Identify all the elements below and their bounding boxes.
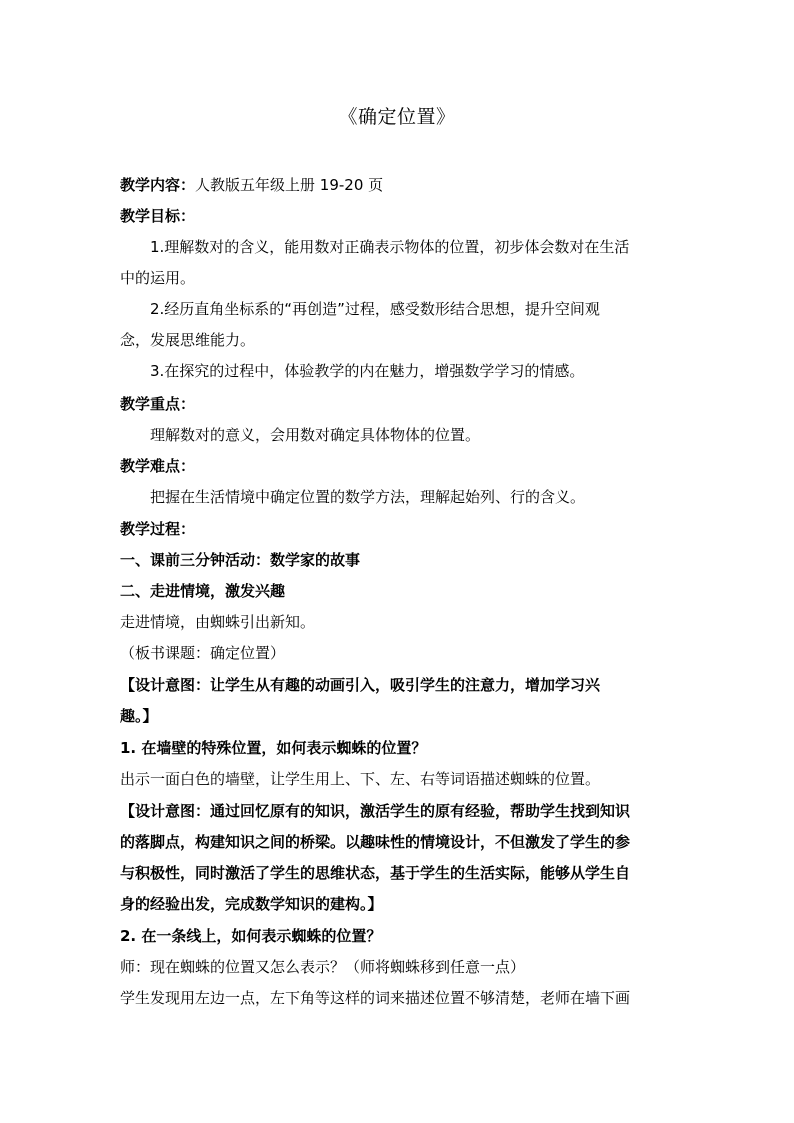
process-heading: 教学过程： [120, 520, 196, 538]
difficulties-heading: 教学难点： [120, 457, 196, 475]
goal-2-line-2: 念，发展思维能力。 [120, 331, 256, 349]
teaching-content-line [120, 174, 680, 196]
design-intent-1-line-1: 【设计意图：让学生从有趣的动画引入，吸引学生的注意力，增加学习兴 [120, 676, 601, 694]
step-1-heading: 1. 在墙壁的特殊位置，如何表示蜘蛛的位置？ [120, 739, 427, 757]
goal-2-line-1: 2.经历直角坐标系的“再创造”过程，感受数形结合思想，提升空间观 [150, 300, 600, 318]
teaching-goals-heading: 教学目标： [120, 207, 196, 225]
step-2-text-1: 师：现在蜘蛛的位置又怎么表示？（师将蜘蛛移到任意一点） [120, 958, 526, 976]
design-intent-2-line-2: 的落脚点，构建知识之间的桥梁。以趣味性的情境设计，不但激发了学生的参 [120, 833, 631, 851]
step-1-text: 出示一面白色的墙壁，让学生用上、下、左、右等词语描述蜘蛛的位置。 [120, 770, 601, 788]
step-2-heading: 2. 在一条线上，如何表示蜘蛛的位置？ [120, 927, 382, 945]
label: 教学内容： [120, 176, 196, 194]
design-intent-2-line-3: 与积极性，同时激活了学生的思维状态，基于学生的生活实际，能够从学生自 [120, 864, 631, 882]
key-points-text: 理解数对的意义，会用数对确定具体物体的位置。 [150, 426, 481, 444]
design-intent-1-line-2: 趣。】 [120, 707, 158, 725]
section-2-heading: 二、走进情境，激发兴趣 [120, 582, 286, 600]
section-1-heading: 一、课前三分钟活动：数学家的故事 [120, 551, 361, 569]
paragraph-line: 走进情境，由蜘蛛引出新知。 [120, 613, 316, 631]
key-points-heading: 教学重点： [120, 395, 196, 413]
design-intent-2-line-1: 【设计意图：通过回忆原有的知识，激活学生的原有经验，帮助学生找到知识 [120, 802, 631, 820]
goal-1-line-1: 1.理解数对的含义，能用数对正确表示物体的位置，初步体会数对在生活 [150, 238, 630, 256]
board-title-line: （板书课题：确定位置） [120, 644, 286, 662]
difficulties-text: 把握在生活情境中确定位置的数学方法，理解起始列、行的含义。 [150, 488, 586, 506]
design-intent-2-line-4: 身的经验出发，完成数学知识的建构。】 [120, 895, 383, 913]
step-2-text-2: 学生发现用左边一点，左下角等这样的词来描述位置不够清楚，老师在墙下画 [120, 989, 631, 1007]
goal-1-line-2: 中的运用。 [120, 269, 196, 287]
document-title: 《确定位置》 [338, 106, 456, 128]
text: 人教版五年级上册 19-20 页 [195, 176, 384, 194]
goal-3-line: 3.在探究的过程中，体验教学的内在魅力，增强数学学习的情感。 [150, 362, 585, 380]
